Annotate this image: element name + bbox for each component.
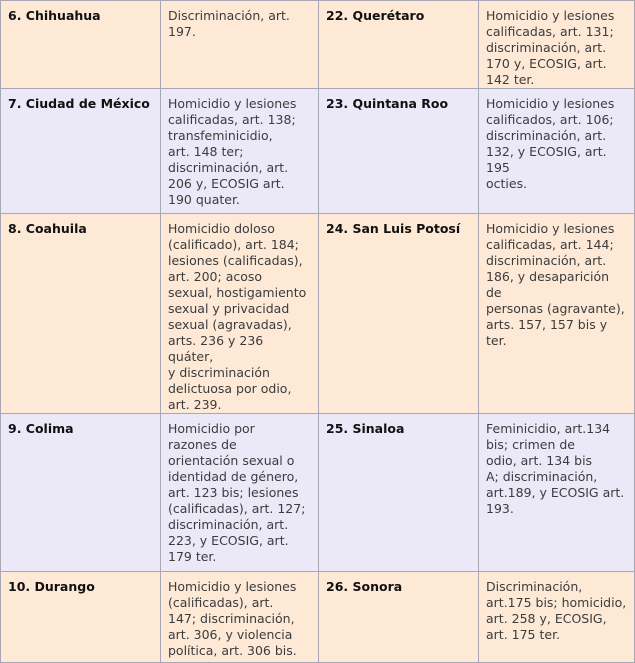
state-name: 6. Chihuahua <box>1 1 161 89</box>
state-name: 23. Quintana Roo <box>319 89 479 214</box>
table-row <box>1 572 635 663</box>
offense-cell: Discriminación, art. 197. <box>161 1 319 89</box>
table-row <box>1 214 635 414</box>
state-name: 25. Sinaloa <box>319 414 479 572</box>
state-name: 26. Sonora <box>319 572 479 663</box>
state-name: 7. Ciudad de México <box>1 89 161 214</box>
offense-cell: Homicidio y lesiones (calificadas), art. 147; discriminación, art. 306, y violencia política, art. 306 bis. <box>161 572 319 663</box>
offense-cell: Homicidio y lesiones calificadas, art. 131; discriminación, art. 170 y, ECOSIG, art. 142 ter. <box>479 1 635 89</box>
offense-cell: Discriminación, art.175 bis; homicidio, art. 258 y, ECOSIG, art. 175 ter. <box>479 572 635 663</box>
state-name: 9. Colima <box>1 414 161 572</box>
offense-cell: Homicidio y lesiones calificadas, art. 144; discriminación, art. 186, y desaparición de personas (agravante), arts. 157, 157 bis y ter. <box>479 214 635 414</box>
offense-cell: Homicidio y lesiones calificados, art. 106; discriminación, art. 132, y ECOSIG, art. 195 octies. <box>479 89 635 214</box>
offense-cell: Homicidio doloso (calificado), art. 184; lesiones (calificadas), art. 200; acoso sexual, hostigamiento sexual y privacidad sexual (agravadas), arts. 236 y 236 quáter, y discriminación delictuosa por odio, art. 239. <box>161 214 319 414</box>
state-name: 10. Durango <box>1 572 161 663</box>
table-row <box>1 1 635 89</box>
offense-cell: Homicidio por razones de orientación sexual o identidad de género, art. 123 bis; lesiones (calificadas), art. 127; discriminación, art. 223, y ECOSIG, art. 179 ter. <box>161 414 319 572</box>
offense-cell: Feminicidio, art.134 bis; crimen de odio, art. 134 bis A; discriminación, art.189, y ECOSIG art. 193. <box>479 414 635 572</box>
state-name: 22. Querétaro <box>319 1 479 89</box>
state-name: 24. San Luis Potosí <box>319 214 479 414</box>
state-name: 8. Coahuila <box>1 214 161 414</box>
table-row <box>1 414 635 572</box>
table-row <box>1 89 635 214</box>
offense-cell: Homicidio y lesiones calificadas, art. 138; transfeminicidio, art. 148 ter; discriminación, art. 206 y, ECOSIG art. 190 quater. <box>161 89 319 214</box>
